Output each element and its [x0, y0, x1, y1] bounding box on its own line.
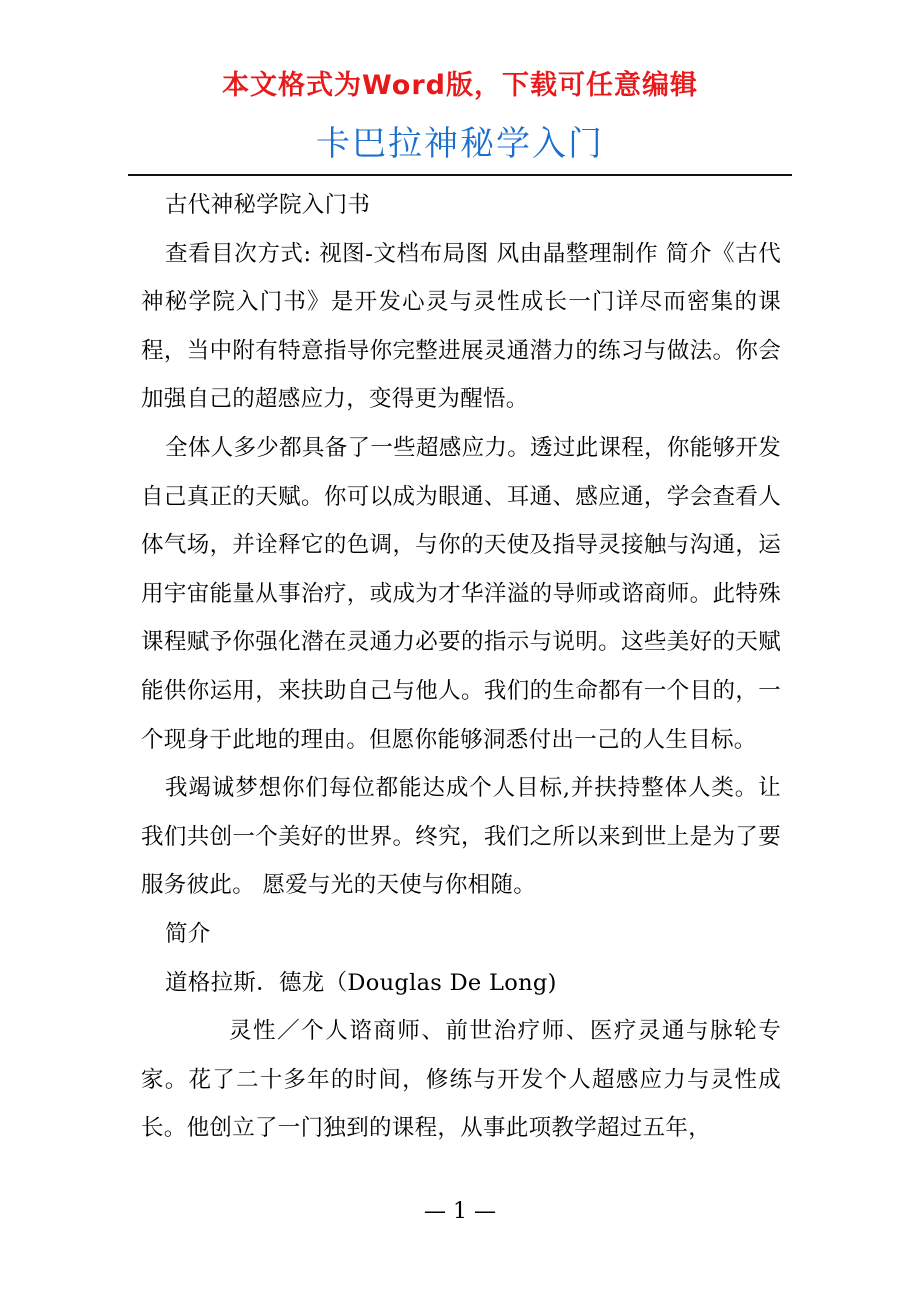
format-notice-banner: 本文格式为Word版，下载可任意编辑: [221, 70, 698, 101]
wish-paragraph: 我竭诚梦想你们每位都能达成个人目标,并扶持整体人类。让我们共创一个美好的世界。终究，我们之所以来到世上是为了要服务彼此。 愿爱与光的天使与你相随。: [141, 775, 781, 899]
document-title: 卡巴拉神秘学入门: [316, 124, 604, 164]
page-number: — 1 —: [424, 1199, 496, 1224]
document-body: [141, 181, 781, 1153]
intro-paragraph: 查看目次方式: 视图-文档布局图 风由晶整理制作 简介《古代神秘学院入门书》是开发心灵与灵性成长一门详尽而密集的课程，当中附有特意指导你完整进展灵通潜力的练习与做法。你会加强自己的超感应力，变得更为醒悟。: [141, 240, 781, 413]
book-title-line: 古代神秘学院入门书: [165, 192, 371, 218]
author-name-line: 道格拉斯．德龙（Douglas De Long): [165, 969, 557, 996]
author-bio-paragraph: 灵性／个人谘商师、前世治疗师、医疗灵通与脉轮专家。花了二十多年的时间，修练与开发个人超感应力与灵性成长。他创立了一门独到的课程，从事此项教学超过五年，: [141, 1018, 781, 1142]
title-divider: [128, 174, 792, 176]
section-heading-intro: 简介: [165, 920, 211, 947]
abilities-paragraph: 全体人多少都具备了一些超感应力。透过此课程，你能够开发自己真正的天赋。你可以成为眼通、耳通、感应通，学会查看人体气场，并诠释它的色调，与你的天使及指导灵接触与沟通，运用宇宙能量从事治疗，或成为才华洋溢的导师或谘商师。此特殊课程赋予你强化潜在灵通力必要的指示与说明。这些美好的天赋能供你运用，来扶助自己与他人。我们的生命都有一个目的，一个现身于此地的理由。但愿你能够洞悉付出一己的人生目标。: [141, 434, 781, 753]
